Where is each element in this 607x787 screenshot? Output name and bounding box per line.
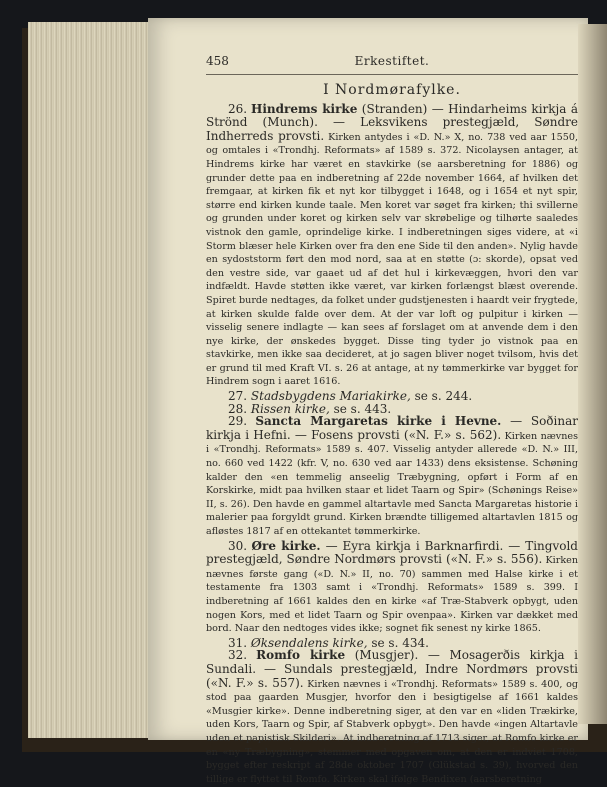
entry-ref: se s. 434. — [367, 635, 429, 650]
entry-lead: (Stranden) — Hindarheims kirkja á Strönd (Munch). — Leksvikens prestegjæld, Søndre Indherreds provsti. — [206, 101, 578, 143]
page-stack-edges — [28, 22, 148, 738]
page-header — [206, 54, 578, 76]
entry-32 — [206, 649, 578, 786]
entry-number: 30. — [228, 538, 248, 553]
entry-name: Øksendalens kirke, — [250, 635, 368, 650]
entry-name: Rissen kirke, — [250, 401, 330, 416]
entry-name: Stadsbygdens Mariakirke, — [250, 389, 411, 404]
page-text — [206, 82, 578, 787]
entry-name: Hindrems kirke — [251, 101, 358, 116]
section-title: I Nordmørafylke. — [323, 82, 461, 98]
entry-number: 28. — [228, 401, 248, 416]
entry-ref: se s. 244. — [410, 389, 473, 404]
entry-29 — [206, 415, 578, 538]
entry-body: Kirken nævnes i «Trondhj. Reformats» 1589 s. 407. Visselig antyder allerede «D. N.» III, no. 660 ved 1422 (kfr. V, no. 630 ved aar 1433) dens eksistense. Schøning kalder den «en temmelig anseelig Træbygning, opført i Form af en Korskirke, midt paa hvilken staar et lidet Taarn og Spir» (Schønings Reise» II, s. 26). Den havde en gammel altartavle med Sancta Margaretas historie i malerier paa forgyldt grund. Kirken brændte tilligemed altartavlen 1815 og afløstes 1817 af en ottekantet tømmerkirke. — [206, 430, 578, 537]
entry-name: Øre kirke. — [251, 538, 321, 553]
entry-ref: se s. 443. — [329, 401, 392, 416]
entry-lead: (Musgjer). — Mosagerðis kirkja i Sundali. — Sundals prestegjæld, Indre Nordmørs provsti («N. F.» s. 557). — [206, 648, 578, 690]
entry-number: 29. — [228, 414, 248, 429]
entry-name: Romfo kirke — [256, 648, 346, 663]
entry-body: Kirken nævnes i «Trondhj. Reformats» 1589 s. 400, og stod paa gaarden Musgjer, hvorfor den i besigtigelse af 1661 kaldes «Musgier kirke». Denne indberetning siger, at den var en «liden Trækirke, uden Kors, Taarn og Spir, af Stabverk opbygt». Den havde «ingen Altartavle uden et papistisk Skilderi». At indberetning af 1713 siger, at Romfo kirke er en «ny Træbygning», stemmer med opgaven om, at den er indviet 1708, bygget efter reskript af 28de oktober 1707 (Glükstad s. 39), hvorved den tillige er flyttet til Romfo. Kirken skal ifølge Bendixen (aarsberetning — [206, 678, 578, 785]
page-edge-right — [578, 24, 607, 724]
entry-lead: — Soðinar kirkja i Hefni. — Fosens provsti («N. F.» s. 562). — [206, 414, 578, 442]
running-head: Erkestiftet. — [354, 54, 430, 68]
entry-lead: — Eyra kirkja i Barknarfirdi. — Tingvold prestegjæld, Søndre Nordmørs provsti («N. F.» s. 556). — [206, 538, 578, 567]
entry-body: Kirken nævnes første gang («D. N.» II, no. 70) sammen med Halse kirke i et testamente fra 1303 samt i «Trondhj. Reformats» 1589 s. 399. I indberetning af 1661 kaldes den en kirke «af Træ-Stabverk opbygt, uden nogen Kors, med et lidet Taarn og Spir ovenpaa». Kirken var dækket med bord. Naar den nedtoges vides ikke; sognet fik senest ny kirke 1865. — [206, 555, 578, 635]
entry-number: 26. — [228, 101, 248, 116]
entry-number: 32. — [228, 648, 248, 663]
page-number: 458 — [206, 54, 229, 68]
entry-number: 27. — [228, 389, 248, 404]
header-rule — [206, 74, 578, 75]
entry-30 — [206, 540, 578, 636]
entry-26 — [206, 103, 578, 389]
entry-number: 31. — [228, 635, 248, 650]
entry-name: Sancta Margaretas kirke i Hevne. — [255, 414, 502, 429]
entry-body: Kirken antydes i «D. N.» X, no. 738 ved aar 1550, og omtales i «Trondhj. Reformats» af 1589 s. 372. Nicolaysen antager, at Hindrems kirke har været en stavkirke (se aarsberetning for 1886) og grunder dette paa en indberetning af 22de november 1664, af hvilken det fremgaar, at kirken fik et nyt kor tilbygget i 1648, og i 1654 et nyt spir, større end kirken kunde taale. Men koret var søget fra kirken; thi svillerne og grunden under koret og kirken selv var skrøbelige og tilhørte saaledes vistnok den gamle, oprindelige kirke. I indberetningen siges videre, at «i Storm blæser hele Kirken over fra den ene Side til den anden». Nylig havde en sydoststorm ført den mod nord, saa at en støtte (ɔ: skorde), opsat ved den vestre side, var gaaet ud af det hul i kirkevæggen, hvori den var indfældt. Havde støtten ikke været, var kirken forlængst blæst overende. Spiret burde nedtages, da folket under gudstjenesten i haardt veir frygtede, at kirken skulde falde over dem. At der var loft og pulpitur i kirken — visselig senere indlagte — kan sees af forslaget om at anvende dem i den nye kirke, der ønskedes bygget. Disse ting tyder jo vistnok paa en stavkirke, men ikke saa decideret, at jo sagen bliver noget tvilsom, hvis det er grund til med Kraft VI. s. 26 at antage, at ny tømmerkirke var bygget for Hindrem sogn i aaret 1616. — [206, 131, 579, 388]
